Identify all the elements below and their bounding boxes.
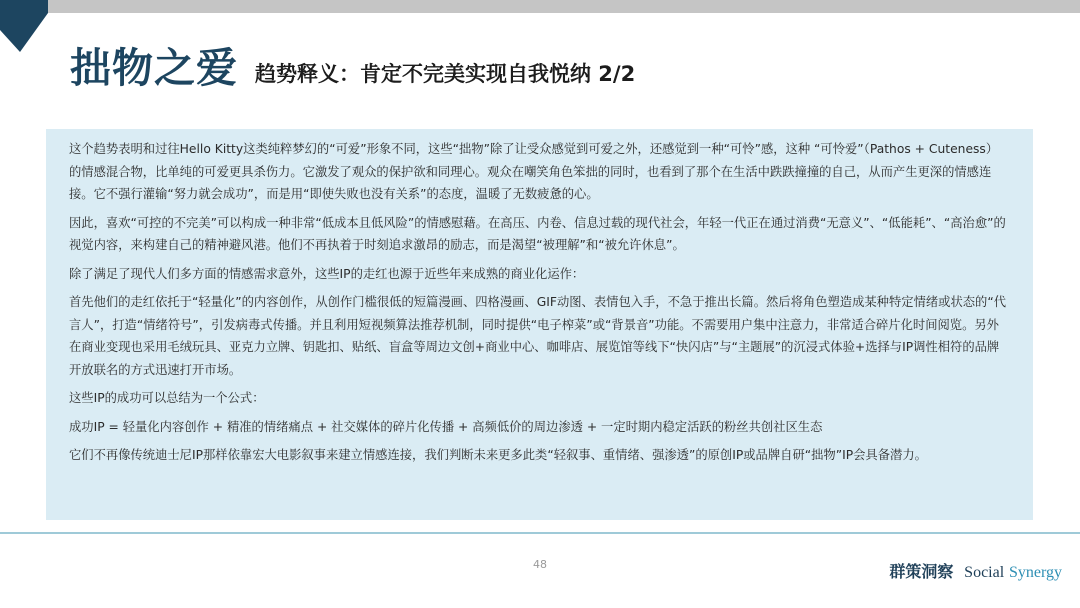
paragraph-4: 首先他们的走红依托于“轻量化”的内容创作，从创作门槛很低的短篇漫画、四格漫画、GIF动图、表情包入手，不急于推出长篇。然后将角色塑造成某种特定情绪或状态的“代言人”，打造“情绪符号”，引发病毒式传播。并且利用短视频算法推荐机制，同时提供“电子榨菜”或“背景音”功能。不需要用户集中注意力，非常适合碎片化时间阅览。另外在商业变现也采用毛绒玩具、亚克力立牌、钥匙扣、贴纸、盲盒等周边文创+商业中心、咖啡店、展览馆等线下“快闪店”与“主题展”的沉浸式体验+选择与IP调性相符的品牌开放联名的方式迅速打开市场。 (69, 295, 1007, 377)
footer-divider (0, 532, 1080, 534)
content-panel (46, 129, 1033, 520)
brand-logo (889, 559, 1062, 582)
top-bar (0, 0, 1080, 13)
page-number: 48 (533, 558, 547, 571)
paragraph-5: 这些IP的成功可以总结为一个公式： (69, 391, 265, 405)
paragraph-6: 成功IP = 轻量化内容创作 + 精准的情绪痛点 + 社交媒体的碎片化传播 + 高频低价的周边渗透 + 一定时期内稳定活跃的粉丝共创社区生态 (69, 419, 823, 434)
paragraph-2: 因此，喜欢“可控的不完美”可以构成一种非常“低成本且低风险”的情感慰藉。在高压、内卷、信息过载的现代社会，年轻一代正在通过消费“无意义”、“低能耗”、“高治愈”的视觉内容，来构建自己的精神避风港。他们不再执着于时刻追求激昂的励志，而是渴望“被理解”和“被允许休息”。 (69, 215, 1006, 252)
paragraph-7: 它们不再像传统迪士尼IP那样依靠宏大电影叙事来建立情感连接，我们判断未来更多此类“轻叙事、重情绪、强渗透”的原创IP或品牌自研“拙物”IP会具备潜力。 (69, 448, 927, 462)
brand-name-cn: 群策洞察 (889, 562, 954, 581)
brand-name-en-1: Social (964, 564, 1005, 581)
page-subtitle: 趋势释义：肯定不完美实现自我悦纳 2/2 (255, 62, 636, 86)
corner-triangle-decoration (0, 0, 48, 52)
paragraph-1: 这个趋势表明和过往Hello Kitty这类纯粹梦幻的“可爱”形象不同，这些“拙物”除了让受众感觉到可爱之外，还感觉到一种“可怜”感，这种 “可怜爱”（Pathos + Cuteness） 的情感混合物，比单纯的可爱更具杀伤力。它激发了观众的保护欲和同理心。观众在嘲笑角色笨拙的同时，也看到了那个在生活中跌跌撞撞的自己，从而产生更深的情感连接。它不强行灌输“努力就会成功”，而是用“即使失败也没有关系”的态度，温暖了无数疲惫的心。 (69, 142, 999, 201)
paragraph-3: 除了满足了现代人们多方面的情感需求意外，这些IP的走红也源于近些年来成熟的商业化运作： (69, 266, 585, 281)
page-title: 拙物之爱 (70, 44, 238, 92)
brand-name-en-2: Synergy (1008, 564, 1062, 581)
